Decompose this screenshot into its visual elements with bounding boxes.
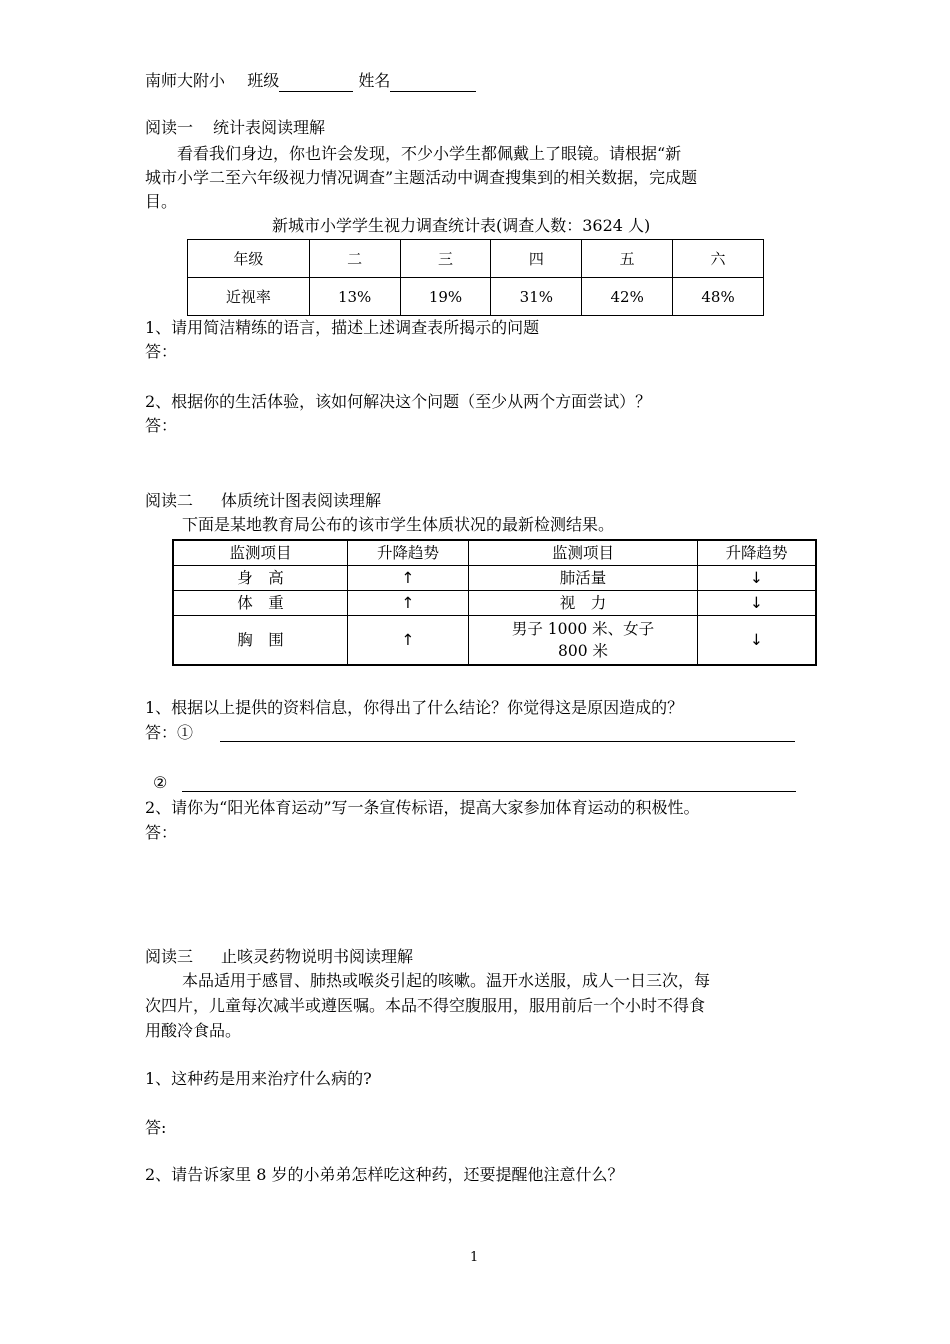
name-field[interactable] bbox=[390, 73, 476, 92]
table-row bbox=[173, 591, 816, 616]
header-line bbox=[145, 70, 476, 92]
table-cell: 42% bbox=[582, 278, 673, 316]
answer-line-2[interactable] bbox=[182, 791, 796, 792]
table-row bbox=[188, 278, 764, 316]
up-arrow-icon: ↑ bbox=[348, 616, 469, 666]
class-label: 班级 bbox=[247, 71, 280, 90]
section1-intro-1: 看看我们身边，你也许会发现，不少小学生都佩戴上了眼镜。请根据“新 bbox=[177, 144, 682, 163]
table-cell: 男子 1000 米、女子 800 米 bbox=[469, 616, 698, 666]
down-arrow-icon: ↓ bbox=[698, 616, 817, 666]
table-row bbox=[173, 566, 816, 591]
table-cell: 体 重 bbox=[173, 591, 348, 616]
section3-question-2: 2、请告诉家里 8 岁的小弟弟怎样吃这种药，还要提醒他注意什么？ bbox=[145, 1165, 624, 1184]
section3-title: 阅读三 bbox=[145, 947, 194, 966]
section2-question-1: 1、根据以上提供的资料信息，你得出了什么结论？你觉得这是原因造成的？ bbox=[145, 698, 684, 717]
section1-question-2: 2、根据你的生活体验，该如何解决这个问题（至少从两个方面尝试）？ bbox=[145, 392, 652, 411]
answer-line-1[interactable] bbox=[220, 741, 795, 742]
section1-question-1: 1、请用简洁精练的语言，描述上述调查表所揭示的问题 bbox=[145, 318, 540, 337]
section3-subtitle: 止咳灵药物说明书阅读理解 bbox=[221, 947, 414, 966]
table-cell: 19% bbox=[400, 278, 491, 316]
section3-text-3: 用酸冷食品。 bbox=[145, 1021, 242, 1040]
section1-heading bbox=[145, 117, 325, 139]
table-header-cell: 五 bbox=[582, 240, 673, 278]
section2-answer-2-label: ② bbox=[153, 773, 168, 792]
table-header-cell: 二 bbox=[309, 240, 400, 278]
table-row bbox=[173, 616, 816, 666]
section2-subtitle: 体质统计图表阅读理解 bbox=[221, 491, 382, 510]
section3-text-1: 本品适用于感冒、肺热或喉炎引起的咳嗽。温开水送服，成人一日三次，每 bbox=[182, 971, 711, 990]
page-number: 1 bbox=[470, 1250, 479, 1265]
table-cell: 视 力 bbox=[469, 591, 698, 616]
section2-answer-1-label: 答：① bbox=[145, 723, 194, 742]
table-row bbox=[173, 540, 816, 566]
section1-intro-3: 目。 bbox=[145, 192, 178, 211]
section3-answer-1[interactable]: 答: bbox=[145, 1118, 167, 1137]
table-header-cell: 监测项目 bbox=[173, 540, 348, 566]
section1-title: 阅读一 bbox=[145, 118, 194, 137]
table-header-cell: 升降趋势 bbox=[348, 540, 469, 566]
section2-answer-2[interactable]: 答： bbox=[145, 823, 178, 842]
table-cell: 肺活量 bbox=[469, 566, 698, 591]
fitness-trend-table bbox=[172, 539, 817, 666]
table-header-cell: 升降趋势 bbox=[698, 540, 817, 566]
vision-survey-table bbox=[187, 239, 764, 316]
table-cell: 身 高 bbox=[173, 566, 348, 591]
table-cell: 胸 围 bbox=[173, 616, 348, 666]
name-label: 姓名 bbox=[358, 71, 391, 90]
section1-answer-1[interactable]: 答： bbox=[145, 342, 178, 361]
table-cell: 近视率 bbox=[188, 278, 310, 316]
section1-intro-2: 城市小学二至六年级视力情况调查”主题活动中调查搜集到的相关数据，完成题 bbox=[145, 168, 698, 187]
section2-heading bbox=[145, 490, 381, 512]
up-arrow-icon: ↑ bbox=[348, 566, 469, 591]
section2-intro: 下面是某地教育局公布的该市学生体质状况的最新检测结果。 bbox=[182, 515, 615, 534]
table-header-cell: 六 bbox=[673, 240, 764, 278]
section3-heading bbox=[145, 946, 413, 968]
section1-answer-2[interactable]: 答： bbox=[145, 416, 178, 435]
table-header-cell: 三 bbox=[400, 240, 491, 278]
down-arrow-icon: ↓ bbox=[698, 566, 817, 591]
section2-question-2: 2、请你为“阳光体育运动”写一条宣传标语，提高大家参加体育运动的积极性。 bbox=[145, 798, 700, 817]
class-field[interactable] bbox=[279, 73, 353, 92]
section1-subtitle: 统计表阅读理解 bbox=[213, 118, 326, 137]
table-header-cell: 四 bbox=[491, 240, 582, 278]
table1-caption: 新城市小学学生视力调查统计表(调查人数：3624 人) bbox=[272, 216, 651, 235]
section3-text-2: 次四片，儿童每次减半或遵医嘱。本品不得空腹服用，服用前后一个小时不得食 bbox=[145, 996, 706, 1015]
up-arrow-icon: ↑ bbox=[348, 591, 469, 616]
section2-title: 阅读二 bbox=[145, 491, 194, 510]
section3-question-1: 1、这种药是用来治疗什么病的? bbox=[145, 1069, 372, 1088]
table-header-cell: 监测项目 bbox=[469, 540, 698, 566]
table-cell: 13% bbox=[309, 278, 400, 316]
down-arrow-icon: ↓ bbox=[698, 591, 817, 616]
table-row bbox=[188, 240, 764, 278]
table-header-cell: 年级 bbox=[188, 240, 310, 278]
table-cell: 48% bbox=[673, 278, 764, 316]
school-name: 南师大附小 bbox=[145, 71, 226, 90]
table-cell: 31% bbox=[491, 278, 582, 316]
